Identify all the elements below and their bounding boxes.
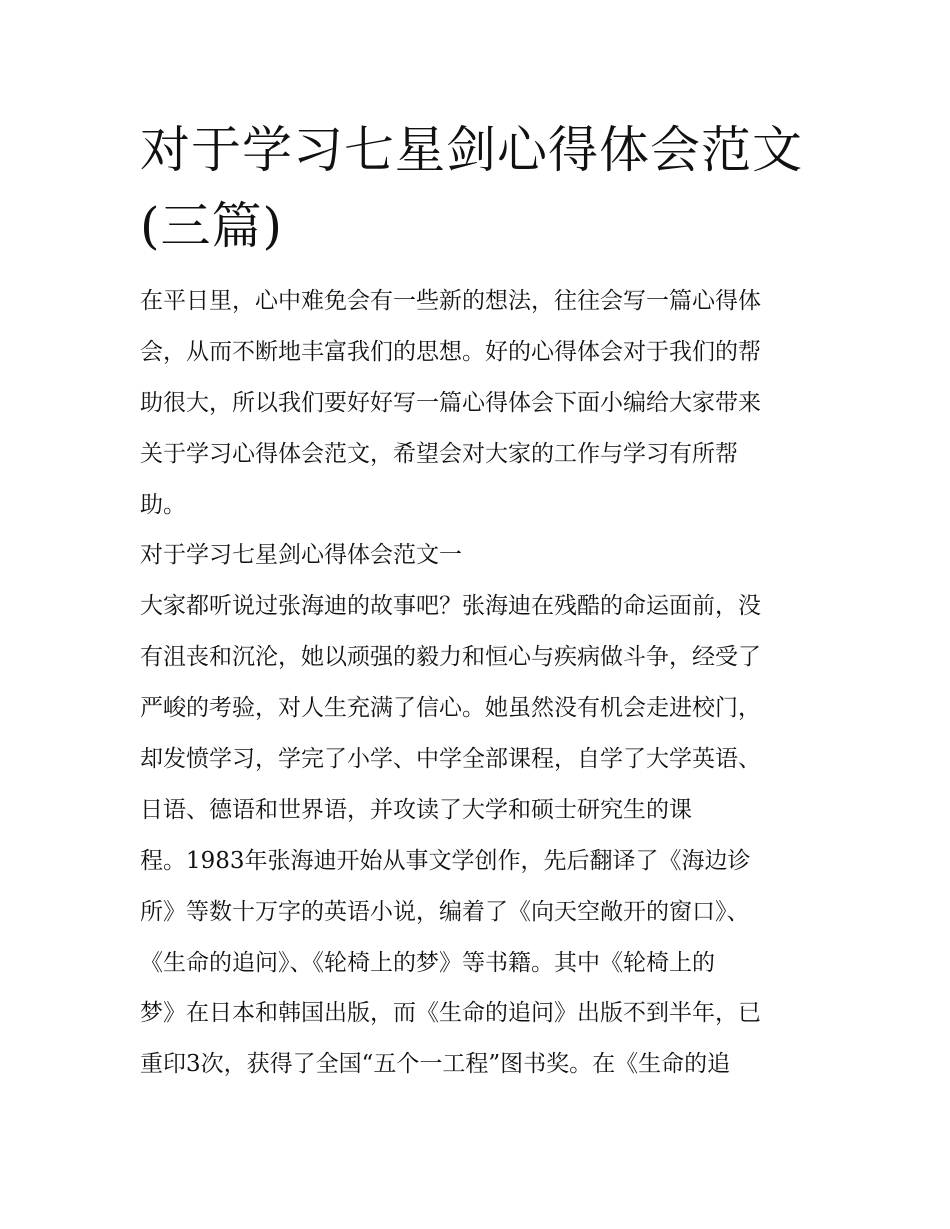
intro-line: 会，从而不断地丰富我们的思想。好的心得体会对于我们的帮 [140, 338, 761, 365]
intro-paragraph [140, 276, 820, 530]
intro-line: 助很大，所以我们要好好写一篇心得体会下面小编给大家带来 [140, 389, 761, 416]
body-line: 严峻的考验，对人生充满了信心。她虽然没有机会走进校门， [140, 695, 761, 722]
intro-line: 助。 [140, 491, 186, 518]
title-line-1: 对于学习七星剑心得体会范文 [140, 121, 803, 179]
document-body [140, 276, 820, 1090]
body-line: 大家都听说过张海迪的故事吧？张海迪在残酷的命运面前，没 [140, 593, 761, 620]
intro-line: 在平日里，心中难免会有一些新的想法，往往会写一篇心得体 [140, 288, 761, 314]
body-line: 《生命的追问》、《轮椅上的梦》等书籍。其中《轮椅上的 [140, 949, 715, 976]
body-line: 日语、德语和世界语，并攻读了大学和硕士研究生的课 [140, 796, 692, 823]
body-line: 有沮丧和沉沦，她以顽强的毅力和恒心与疾病做斗争，经受了 [140, 644, 761, 671]
body-line: 却发愤学习，学完了小学、中学全部课程，自学了大学英语、 [140, 746, 761, 773]
section-heading: 对于学习七星剑心得体会范文一 [140, 542, 462, 569]
document-title [140, 112, 840, 264]
title-line-2: (三篇) [140, 197, 284, 255]
body-line: 程。1983年张海迪开始从事文学创作，先后翻译了《海边诊 [140, 847, 751, 874]
body-paragraph [140, 581, 820, 1090]
body-line: 重印3次，获得了全国“五个一工程”图书奖。在《生命的追 [140, 1051, 731, 1078]
intro-line: 关于学习心得体会范文，希望会对大家的工作与学习有所帮 [140, 440, 738, 467]
body-line: 所》等数十万字的英语小说，编着了《向天空敞开的窗口》、 [140, 898, 750, 925]
body-line: 梦》在日本和韩国出版，而《生命的追问》出版不到半年，已 [140, 1000, 761, 1027]
